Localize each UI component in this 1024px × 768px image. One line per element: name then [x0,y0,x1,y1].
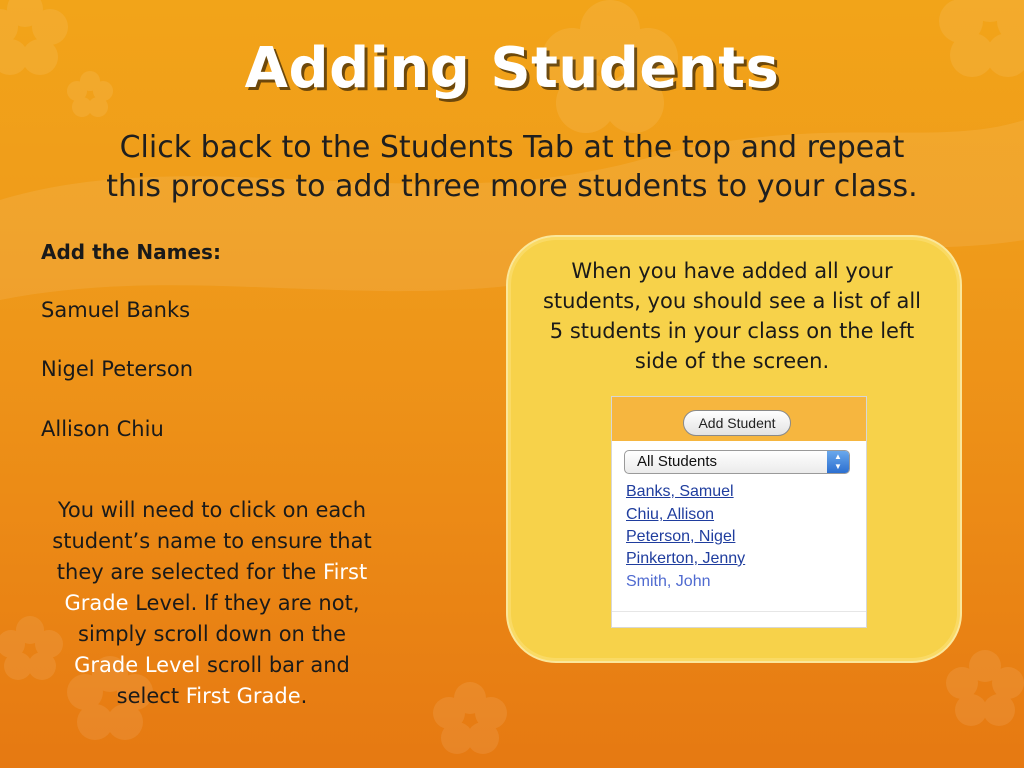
student-filter-select[interactable] [624,450,850,474]
highlight-grade: Grade [64,591,129,615]
info-line-1: When you have added all your [571,259,893,283]
subtitle-line-1: Click back to the Students Tab at the top and repeat [119,130,905,165]
highlight-grade-level: Grade Level [74,653,201,677]
student-link[interactable]: Banks, Samuel [626,483,734,500]
instr-text: select [116,684,180,708]
student-link[interactable]: Peterson, Nigel [626,528,736,545]
info-callout-text [508,256,956,376]
student-list-screenshot [611,396,867,628]
slide-title: Adding Students [244,36,780,101]
instructions-paragraph [18,495,406,712]
instr-line-7 [18,681,406,712]
name-item: Allison Chiu [41,417,164,441]
instr-period: . [300,684,308,708]
name-item: Samuel Banks [41,298,191,322]
instr-line-6 [18,650,406,681]
highlight-first: First [323,560,368,584]
screenshot-toolbar [612,397,866,441]
highlight-first-grade: First Grade [185,684,301,708]
instr-text: they are selected for the [56,560,317,584]
screenshot-divider [612,611,866,612]
instr-line-1: You will need to click on each [57,498,367,522]
name-item: Nigel Peterson [41,357,194,381]
instr-line-2: student’s name to ensure that [52,529,372,553]
info-line-2: students, you should see a list of all [542,289,922,313]
info-line-4: side of the screen. [634,349,830,373]
slide-subtitle [50,128,974,206]
instr-line-4 [18,588,406,619]
student-link[interactable]: Smith, John [626,573,711,590]
info-line-3: 5 students in your class on the left [549,319,915,343]
instr-line-3 [18,557,406,588]
instr-line-5: simply scroll down on the [78,622,346,646]
student-link[interactable]: Pinkerton, Jenny [626,550,746,567]
add-student-button[interactable]: Add Student [683,410,791,436]
student-link[interactable]: Chiu, Allison [626,506,715,523]
subtitle-line-2: this process to add three more students to your class. [106,169,918,204]
instr-text: Level. If they are not, [135,591,360,615]
instr-text: scroll bar and [206,653,350,677]
names-heading: Add the Names: [41,240,221,264]
select-arrows-icon: ▲ ▼ [827,451,849,473]
student-filter-value: All Students [637,453,718,470]
